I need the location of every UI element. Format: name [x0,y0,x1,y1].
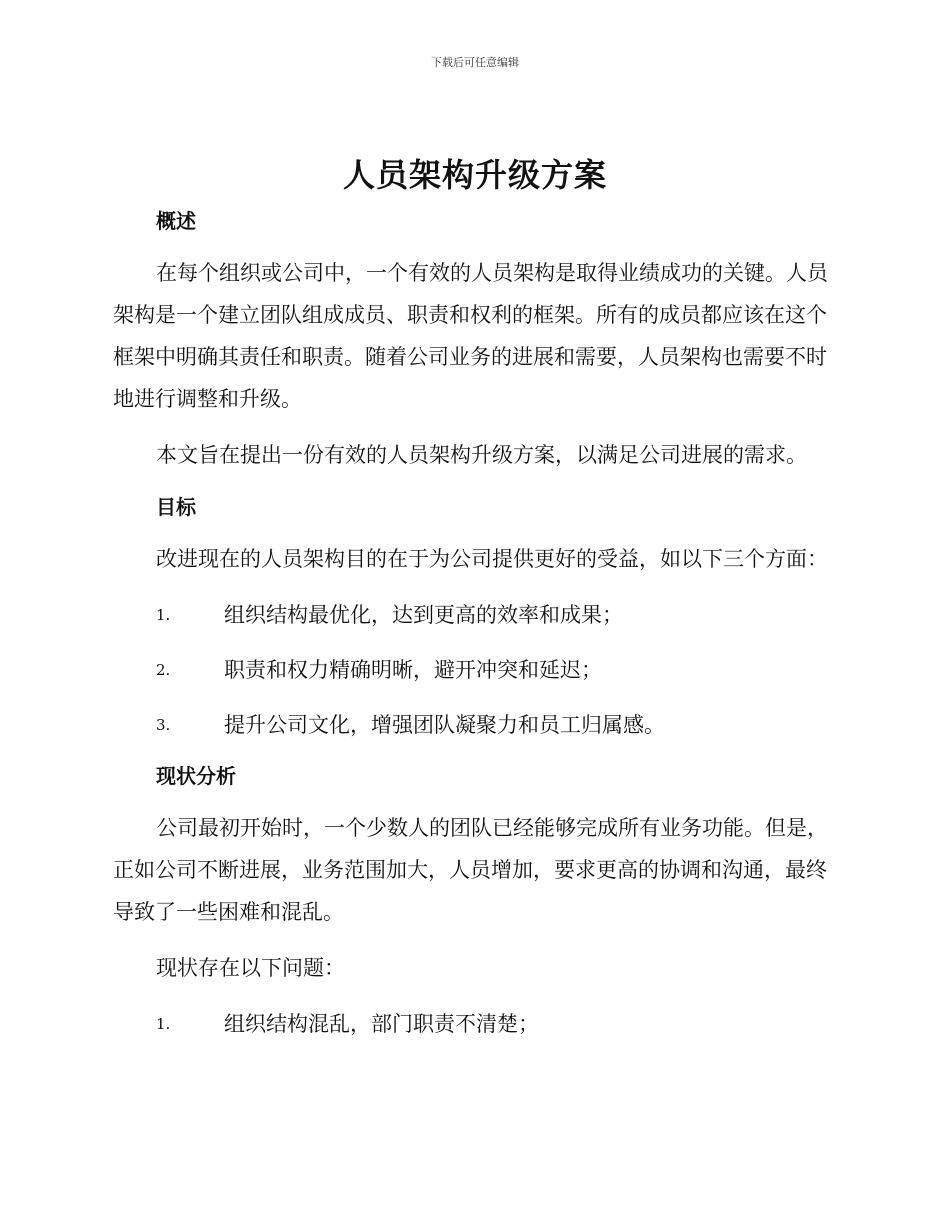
section-heading-goal: 目标 [156,495,196,519]
overview-paragraph-2: 本文旨在提出一份有效的人员架构升级方案，以满足公司进展的需求。 [156,443,807,467]
header-note: 下载后可任意编辑 [431,56,519,69]
list-number: 1. [156,606,171,624]
list-item-text: 提升公司文化，增强团队凝聚力和员工归属感。 [224,713,665,737]
list-item-text: 组织结构混乱，部门职责不清楚； [224,1012,539,1036]
list-item-text: 组织结构最优化，达到更高的效率和成果； [224,603,623,627]
goal-list-item [113,649,838,691]
document-body [113,204,838,1058]
overview-paragraph-1: 在每个组织或公司中，一个有效的人员架构是取得业绩成功的关键。人员架构是一个建立团队组成成员、职责和权利的框架。所有的成员都应该在这个框架中明确其责任和职责。随着公司业务的进展和需要，人员架构也需要不时地进行调整和升级。 [113,261,828,411]
goal-paragraph-1: 改进现在的人员架构目的在于为公司提供更好的受益，如以下三个方面： [156,547,828,571]
status-paragraph-2: 现状存在以下问题： [156,956,345,980]
list-number: 2. [156,661,171,679]
goal-list-item [113,704,838,746]
goal-list-item [113,594,838,636]
document-title: 人员架构升级方案 [342,156,607,194]
section-heading-overview: 概述 [156,209,196,233]
list-number: 1. [156,1015,171,1033]
status-list-item [113,1003,838,1045]
list-number: 3. [156,716,171,734]
section-heading-status: 现状分析 [156,764,236,788]
status-paragraph-1: 公司最初开始时，一个少数人的团队已经能够完成所有业务功能。但是，正如公司不断进展，业务范围加大，人员增加，要求更高的协调和沟通，最终导致了一些困难和混乱。 [113,816,828,924]
list-item-text: 职责和权力精确明晰，避开冲突和延迟； [224,658,602,682]
